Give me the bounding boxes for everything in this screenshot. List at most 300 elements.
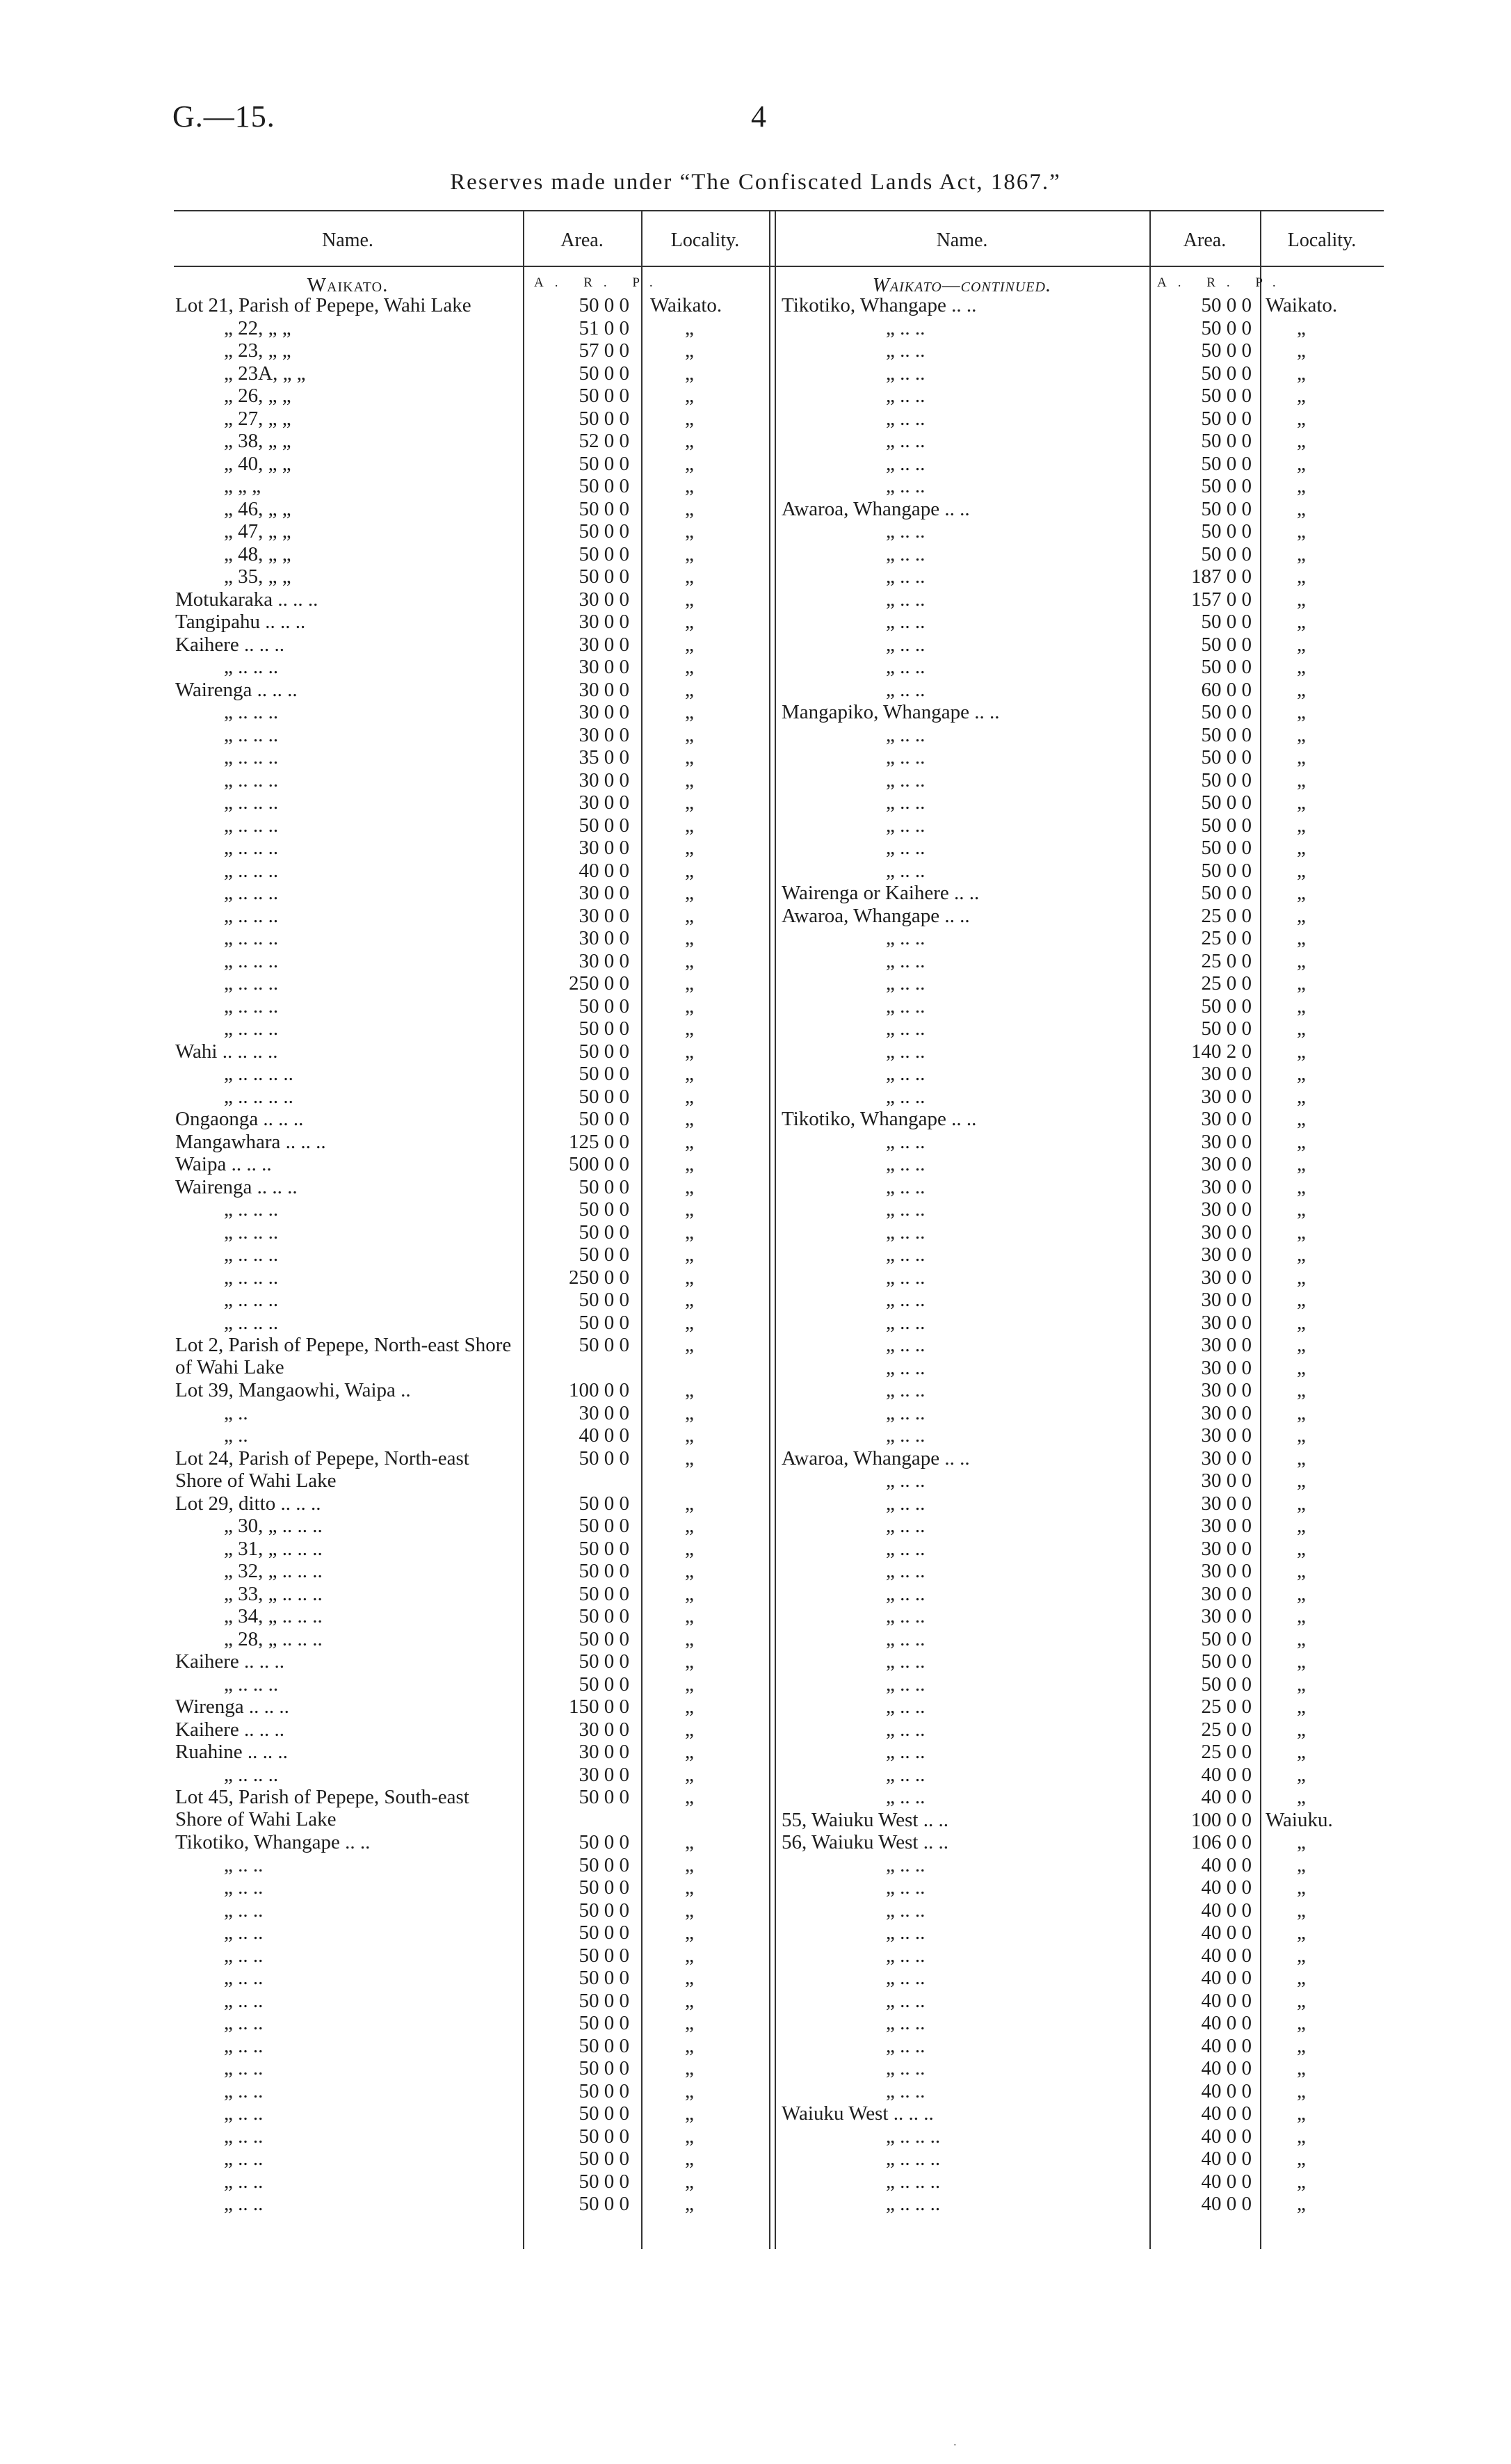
reserve-area: 30 0 0: [1201, 1130, 1252, 1153]
reserve-name: Mangapiko, Whangape .. ..: [782, 701, 1000, 723]
reserve-area: 30 0 0: [579, 588, 629, 611]
reserve-name: „ .. ..: [886, 1063, 926, 1085]
reserve-locality: „: [1297, 1627, 1306, 1650]
reserve-name: „ .. ..: [886, 1627, 926, 1650]
reserve-locality: „: [685, 2034, 694, 2057]
reserve-area: 40 0 0: [1201, 1944, 1252, 1967]
reserve-locality: „: [685, 1876, 694, 1899]
reserve-area: 50 0 0: [579, 1899, 629, 1922]
reserve-area: 30 0 0: [1201, 1198, 1252, 1221]
reserve-locality: „: [1297, 542, 1306, 565]
reserve-area: 40 0 0: [579, 1424, 629, 1447]
reserve-name: Tikotiko, Whangape .. ..: [175, 1831, 371, 1853]
reserve-locality: „: [685, 1108, 694, 1130]
reserve-area: 50 0 0: [1201, 385, 1252, 407]
reserve-name: „ .. ..: [886, 768, 926, 791]
reserve-area: 50 0 0: [1201, 611, 1252, 633]
reserve-name: „ ..: [224, 1401, 248, 1424]
reserve-area: 50 0 0: [1201, 837, 1252, 859]
reserve-area: 50 0 0: [579, 1537, 629, 1560]
reserve-area: 30 0 0: [579, 1718, 629, 1741]
reserve-area: 30 0 0: [579, 1741, 629, 1763]
reserve-name: „ .. .. ..: [224, 701, 279, 723]
reserve-name: „ .. ..: [886, 949, 926, 972]
reserve-area: 40 0 0: [1201, 2170, 1252, 2193]
reserve-name: Lot 45, Parish of Pepepe, South-east Shore of Wahi Lake: [175, 1786, 469, 1830]
reserve-area: 25 0 0: [1201, 904, 1252, 927]
reserve-name: „ .. .. ..: [224, 1673, 279, 1696]
col-area-left: Area.: [560, 230, 604, 251]
reserve-name: „ 47, „ „: [224, 520, 291, 542]
reserve-name: Wairenga .. .. ..: [175, 1175, 298, 1198]
reserve-area: 30 0 0: [1201, 1560, 1252, 1582]
reserve-locality: „: [685, 1989, 694, 2012]
reserve-area: 50 0 0: [579, 1560, 629, 1582]
reserve-area: 50 0 0: [1201, 791, 1252, 814]
reserve-area: 50 0 0: [1201, 362, 1252, 385]
reserve-name: „ .. ..: [224, 2102, 264, 2125]
reserve-name: „ .. ..: [224, 2125, 264, 2148]
reserve-locality: „: [685, 611, 694, 633]
reserve-locality: „: [1297, 520, 1306, 542]
reserve-name: „ .. ..: [886, 1085, 926, 1108]
reserve-area: 50 0 0: [579, 2057, 629, 2079]
reserve-name: „ .. .. ..: [224, 1198, 279, 1221]
reserve-name: „ .. ..: [886, 1876, 926, 1899]
reserve-locality: „: [1297, 339, 1306, 362]
reserve-locality: „: [1297, 385, 1306, 407]
reserve-locality: „: [685, 1289, 694, 1311]
reserve-name: „ .. .. ..: [886, 2170, 941, 2193]
reserve-area: 57 0 0: [579, 339, 629, 362]
reserve-area: 50 0 0: [579, 1221, 629, 1243]
reserve-locality: „: [1297, 2012, 1306, 2034]
reserve-locality: „: [685, 2193, 694, 2215]
reserve-locality: „: [1297, 1967, 1306, 1989]
reserve-locality: „: [685, 1650, 694, 1673]
reserve-name: „ .. ..: [886, 1175, 926, 1198]
reserve-locality: „: [1297, 1650, 1306, 1673]
reserve-area: 50 0 0: [1201, 814, 1252, 837]
reserve-locality: „: [1297, 1175, 1306, 1198]
reserve-locality: „: [1297, 701, 1306, 723]
reserve-area: 500 0 0: [569, 1153, 629, 1175]
reserve-locality: „: [685, 2170, 694, 2193]
reserve-locality: „: [1297, 1311, 1306, 1334]
reserve-area: 50 0 0: [579, 2079, 629, 2102]
reserve-name: „ .. .. ..: [224, 904, 279, 927]
reserve-locality: „: [1297, 1831, 1306, 1853]
reserve-area: 30 0 0: [579, 1401, 629, 1424]
reserve-name: „ .. .. ..: [224, 768, 279, 791]
reserve-name: Wirenga .. .. ..: [175, 1696, 289, 1718]
reserve-locality: „: [1297, 656, 1306, 678]
reserve-locality: „: [1297, 2034, 1306, 2057]
reserve-area: 30 0 0: [1201, 1582, 1252, 1605]
reserve-area: 50 0 0: [579, 294, 629, 316]
reserve-locality: „: [1297, 1786, 1306, 1808]
reserve-locality: „: [685, 949, 694, 972]
reserve-name: „ .. .. ..: [886, 2148, 941, 2170]
reserve-name: „ .. ..: [886, 656, 926, 678]
reserve-locality: „: [685, 2079, 694, 2102]
reserve-locality: „: [1297, 362, 1306, 385]
reserve-locality: „: [1297, 611, 1306, 633]
reserve-name: 55, Waiuku West .. ..: [782, 1808, 948, 1831]
reserve-name: „ .. ..: [886, 452, 926, 475]
reserve-name: „ 48, „ „: [224, 542, 291, 565]
reserve-area: 140 2 0: [1191, 1040, 1252, 1063]
reserve-locality: „: [685, 1492, 694, 1515]
reserve-area: 50 0 0: [579, 1334, 629, 1356]
reserve-locality: „: [685, 1334, 694, 1356]
reserve-area: 50 0 0: [579, 542, 629, 565]
reserve-name: „ ..: [224, 1424, 248, 1447]
reserve-locality: „: [1297, 1492, 1306, 1515]
reserve-name: „ .. ..: [886, 2079, 926, 2102]
reserve-name: „ .. .. ..: [886, 2193, 941, 2215]
reserve-locality: „: [1297, 2102, 1306, 2125]
reserve-area: 50 0 0: [579, 497, 629, 520]
reserve-area: 50 0 0: [579, 1447, 629, 1469]
reserve-locality: „: [1297, 475, 1306, 497]
reserve-area: 50 0 0: [579, 2148, 629, 2170]
reserve-locality: „: [1297, 1130, 1306, 1153]
reserve-area: 50 0 0: [579, 2125, 629, 2148]
reserve-locality: „: [685, 814, 694, 837]
reserve-name: „ .. ..: [886, 1944, 926, 1967]
reserve-name: „ .. ..: [886, 407, 926, 430]
reserve-name: „ .. ..: [224, 1967, 264, 1989]
reserve-area: 50 0 0: [1201, 656, 1252, 678]
reserve-locality: „: [1297, 1266, 1306, 1289]
reserve-name: „ .. ..: [886, 316, 926, 339]
reserve-name: „ .. ..: [886, 1899, 926, 1922]
reserve-name: „ .. ..: [886, 814, 926, 837]
reserve-area: 50 0 0: [579, 1515, 629, 1537]
reserve-name: „ .. ..: [886, 1221, 926, 1243]
reserve-name: „ .. ..: [886, 1515, 926, 1537]
reserve-name: „ .. ..: [224, 2057, 264, 2079]
reserve-locality: „: [1297, 1922, 1306, 1944]
reserve-locality: „: [685, 678, 694, 701]
reserve-name: „ .. ..: [886, 362, 926, 385]
reserve-area: 50 0 0: [1201, 339, 1252, 362]
reserve-name: „ .. ..: [886, 1469, 926, 1492]
reserve-area: 50 0 0: [579, 1492, 629, 1515]
reserve-locality: „: [685, 430, 694, 452]
reserve-name: Tangipahu .. .. ..: [175, 611, 306, 633]
section-heading-left: Waikato.: [307, 274, 389, 296]
reserve-locality: „: [1297, 1379, 1306, 1401]
reserve-area: 50 0 0: [1201, 859, 1252, 882]
reserve-area: 40 0 0: [1201, 1763, 1252, 1786]
reserve-name: „ .. ..: [886, 1605, 926, 1627]
reserve-area: 30 0 0: [579, 723, 629, 746]
reserve-name: „ .. ..: [886, 1673, 926, 1696]
reserve-locality: „: [685, 1718, 694, 1741]
col-locality-right: Locality.: [1287, 230, 1357, 251]
reserve-area: 50 0 0: [579, 1311, 629, 1334]
reserve-locality: „: [685, 2102, 694, 2125]
reserve-name: Wairenga or Kaihere .. ..: [782, 882, 980, 904]
reserve-area: 106 0 0: [1191, 1831, 1252, 1853]
reserve-name: „ .. .. ..: [224, 1017, 279, 1040]
reserve-area: 50 0 0: [1201, 723, 1252, 746]
reserve-name: „ .. ..: [886, 1198, 926, 1221]
reserve-area: 50 0 0: [579, 1650, 629, 1673]
reserve-area: 50 0 0: [579, 1967, 629, 1989]
reserve-name: „ 27, „ „: [224, 407, 291, 430]
reserve-name: „ .. ..: [886, 475, 926, 497]
reserve-area: 50 0 0: [1201, 497, 1252, 520]
reserve-name: „ .. .. ..: [224, 656, 279, 678]
reserve-name: Ruahine .. .. ..: [175, 1741, 288, 1763]
reserve-name: „ .. ..: [224, 1876, 264, 1899]
reserve-locality: „: [1297, 2193, 1306, 2215]
reserve-locality: „: [1297, 859, 1306, 882]
reserve-locality: „: [685, 768, 694, 791]
reserve-name: „ .. ..: [886, 927, 926, 949]
reserve-name: „ 46, „ „: [224, 497, 291, 520]
reserve-area: 50 0 0: [579, 814, 629, 837]
reserve-locality: „: [1297, 1017, 1306, 1040]
reserve-area: 30 0 0: [1201, 1311, 1252, 1334]
reserve-area: 40 0 0: [1201, 1989, 1252, 2012]
reserve-name: „ 33, „ .. .. ..: [224, 1582, 323, 1605]
reserve-name: Kaihere .. .. ..: [175, 1718, 285, 1741]
reserve-area: 51 0 0: [579, 316, 629, 339]
reserve-name: „ .. .. ..: [224, 837, 279, 859]
reserve-locality: „: [685, 316, 694, 339]
reserve-locality: „: [685, 1537, 694, 1560]
reserve-name: Tikotiko, Whangape .. ..: [782, 294, 977, 316]
reserve-area: 157 0 0: [1191, 588, 1252, 611]
reserve-area: 50 0 0: [579, 1582, 629, 1605]
reserve-area: 30 0 0: [579, 949, 629, 972]
reserve-name: „ 34, „ .. .. ..: [224, 1605, 323, 1627]
reserve-name: Waiuku West .. .. ..: [782, 2102, 934, 2125]
reserve-name: „ .. ..: [886, 995, 926, 1017]
reserve-area: 50 0 0: [1201, 316, 1252, 339]
reserve-locality: „: [685, 385, 694, 407]
reserve-locality: „: [685, 1130, 694, 1153]
reserve-name: „ 35, „ „: [224, 565, 291, 588]
reserve-name: „ .. .. ..: [224, 746, 279, 768]
reserve-name: „ .. ..: [886, 1853, 926, 1876]
reserve-area: 50 0 0: [1201, 475, 1252, 497]
reserve-name: „ .. .. ..: [224, 859, 279, 882]
reserve-locality: „: [685, 2057, 694, 2079]
reserve-name: Tikotiko, Whangape .. ..: [782, 1108, 977, 1130]
reserve-area: 25 0 0: [1201, 972, 1252, 995]
reserve-locality: „: [685, 882, 694, 904]
reserve-area: 30 0 0: [579, 701, 629, 723]
reserve-area: 40 0 0: [1201, 1899, 1252, 1922]
reserve-locality: „: [1297, 1560, 1306, 1582]
reserve-name: „ .. ..: [886, 1356, 926, 1379]
reserve-name: „ .. ..: [886, 972, 926, 995]
reserve-area: 50 0 0: [579, 385, 629, 407]
reserve-name: „ .. ..: [886, 1153, 926, 1175]
reserve-area: 100 0 0: [569, 1379, 629, 1401]
reserve-name: „ .. ..: [224, 1989, 264, 2012]
reserve-area: 30 0 0: [1201, 1153, 1252, 1175]
reserve-locality: „: [685, 1741, 694, 1763]
top-rule: [174, 210, 1384, 211]
reserve-name: „ .. ..: [224, 1922, 264, 1944]
reserve-area: 40 0 0: [1201, 1853, 1252, 1876]
reserve-locality: „: [685, 2012, 694, 2034]
reserve-name: Lot 39, Mangaowhi, Waipa ..: [175, 1379, 411, 1401]
reserve-name: 56, Waiuku West .. ..: [782, 1831, 948, 1853]
reserve-locality: „: [1297, 1605, 1306, 1627]
reserve-area: 30 0 0: [579, 633, 629, 656]
reserve-locality: „: [685, 1922, 694, 1944]
reserve-locality: „: [685, 1696, 694, 1718]
reserve-locality: „: [685, 542, 694, 565]
reserve-name: „ .. .. ..: [224, 882, 279, 904]
reserve-area: 50 0 0: [579, 2170, 629, 2193]
reserve-name: „ .. ..: [886, 1582, 926, 1605]
reserve-locality: „: [685, 339, 694, 362]
reserve-locality: „: [1297, 972, 1306, 995]
reserve-locality: „: [685, 1311, 694, 1334]
reserve-area: 30 0 0: [579, 1763, 629, 1786]
reserve-locality: „: [1297, 1989, 1306, 2012]
reserve-area: 250 0 0: [569, 972, 629, 995]
reserve-locality: „: [1297, 678, 1306, 701]
reserve-name: „ .. ..: [224, 2148, 264, 2170]
reserve-area: 150 0 0: [569, 1696, 629, 1718]
reserve-name: „ .. .. ..: [224, 995, 279, 1017]
reserve-name: „ .. ..: [886, 1718, 926, 1741]
reserve-name: „ 23, „ „: [224, 339, 291, 362]
reserve-locality: „: [1297, 1040, 1306, 1063]
reserve-locality: „: [685, 1447, 694, 1469]
reserve-locality: „: [1297, 316, 1306, 339]
reserve-name: „ .. ..: [886, 430, 926, 452]
reserve-locality: Waikato.: [650, 294, 722, 316]
reserve-locality: „: [685, 588, 694, 611]
reserve-locality: „: [1297, 452, 1306, 475]
reserve-name: „ .. ..: [224, 2034, 264, 2057]
reserve-locality: „: [685, 633, 694, 656]
reserve-name: „ .. ..: [886, 1786, 926, 1808]
reserve-name: „ .. .. ..: [224, 814, 279, 837]
reserve-area: 50 0 0: [579, 1673, 629, 1696]
reserve-name: „ .. .. ..: [886, 2125, 941, 2148]
reserve-locality: „: [1297, 1063, 1306, 1085]
reserve-locality: „: [1297, 746, 1306, 768]
reserve-area: 30 0 0: [1201, 1175, 1252, 1198]
reserve-area: 50 0 0: [579, 995, 629, 1017]
reserve-area: 50 0 0: [1201, 294, 1252, 316]
reserve-area: 250 0 0: [569, 1266, 629, 1289]
reserve-name: „ .. ..: [886, 611, 926, 633]
reserve-locality: „: [685, 1515, 694, 1537]
reserve-locality: „: [685, 1198, 694, 1221]
reserve-area: 30 0 0: [1201, 1515, 1252, 1537]
reserve-locality: „: [685, 2148, 694, 2170]
reserve-name: „ .. .. ..: [224, 1221, 279, 1243]
reserve-name: „ 30, „ .. .. ..: [224, 1515, 323, 1537]
reserve-area: 50 0 0: [579, 2193, 629, 2215]
reserve-name: „ .. .. ..: [224, 1763, 279, 1786]
reserve-locality: „: [1297, 1853, 1306, 1876]
reserve-name: Lot 21, Parish of Pepepe, Wahi Lake: [175, 294, 471, 316]
reserve-locality: „: [685, 362, 694, 385]
reserve-area: 50 0 0: [1201, 542, 1252, 565]
reserve-name: „ .. .. ..: [224, 1243, 279, 1266]
reserve-name: „ .. .. ..: [224, 1289, 279, 1311]
reserve-area: 35 0 0: [579, 746, 629, 768]
reserve-area: 40 0 0: [1201, 1967, 1252, 1989]
reserve-area: 50 0 0: [1201, 882, 1252, 904]
reserve-area: 30 0 0: [1201, 1424, 1252, 1447]
reserve-locality: „: [1297, 430, 1306, 452]
reserve-area: 50 0 0: [579, 1876, 629, 1899]
reserve-locality: „: [1297, 882, 1306, 904]
reserve-area: 30 0 0: [579, 927, 629, 949]
reserve-locality: „: [1297, 2057, 1306, 2079]
reserve-locality: „: [685, 565, 694, 588]
reserve-locality: „: [1297, 1469, 1306, 1492]
reserve-area: 30 0 0: [1201, 1356, 1252, 1379]
reserve-name: „ .. ..: [886, 1967, 926, 1989]
reserve-locality: „: [685, 1085, 694, 1108]
reserve-name: Wairenga .. .. ..: [175, 678, 298, 701]
reserve-locality: „: [1297, 1334, 1306, 1356]
reserve-locality: „: [1297, 2079, 1306, 2102]
reserve-area: 50 0 0: [579, 520, 629, 542]
col-divider-double: [775, 210, 776, 2249]
col-divider: [1260, 210, 1261, 2249]
reserve-area: 40 0 0: [579, 859, 629, 882]
reserve-name: Lot 2, Parish of Pepepe, North-east Shore of Wahi Lake: [175, 1334, 512, 1378]
reserve-name: „ .. ..: [886, 2012, 926, 2034]
reserve-locality: „: [685, 475, 694, 497]
reserve-name: „ .. ..: [886, 565, 926, 588]
col-name-left: Name.: [322, 230, 373, 251]
reserve-area: 30 0 0: [1201, 1108, 1252, 1130]
reserve-name: „ .. ..: [886, 678, 926, 701]
reserve-area: 50 0 0: [579, 1989, 629, 2012]
reserve-locality: „: [1297, 1289, 1306, 1311]
reserve-locality: „: [1297, 1243, 1306, 1266]
reserve-locality: „: [685, 1605, 694, 1627]
reserve-area: 40 0 0: [1201, 2102, 1252, 2125]
reserve-locality: „: [1297, 768, 1306, 791]
reserve-area: 30 0 0: [579, 791, 629, 814]
reserve-area: 50 0 0: [579, 1243, 629, 1266]
reserve-name: Waipa .. .. ..: [175, 1153, 272, 1175]
reserve-area: 40 0 0: [1201, 2079, 1252, 2102]
reserve-name: „ .. ..: [886, 2034, 926, 2057]
reserve-locality: „: [1297, 1582, 1306, 1605]
reserve-locality: „: [1297, 904, 1306, 927]
reserve-area: 50 0 0: [1201, 1017, 1252, 1040]
reserve-name: Awaroa, Whangape .. ..: [782, 904, 970, 927]
reserve-area: 30 0 0: [1201, 1266, 1252, 1289]
reserve-area: 125 0 0: [569, 1130, 629, 1153]
reserve-area: 30 0 0: [1201, 1221, 1252, 1243]
reserve-name: „ .. ..: [886, 1266, 926, 1289]
reserve-locality: „: [1297, 2148, 1306, 2170]
reserve-locality: „: [1297, 1763, 1306, 1786]
area-units-right: A. R. P.: [1157, 275, 1287, 290]
reserve-area: 50 0 0: [579, 1108, 629, 1130]
